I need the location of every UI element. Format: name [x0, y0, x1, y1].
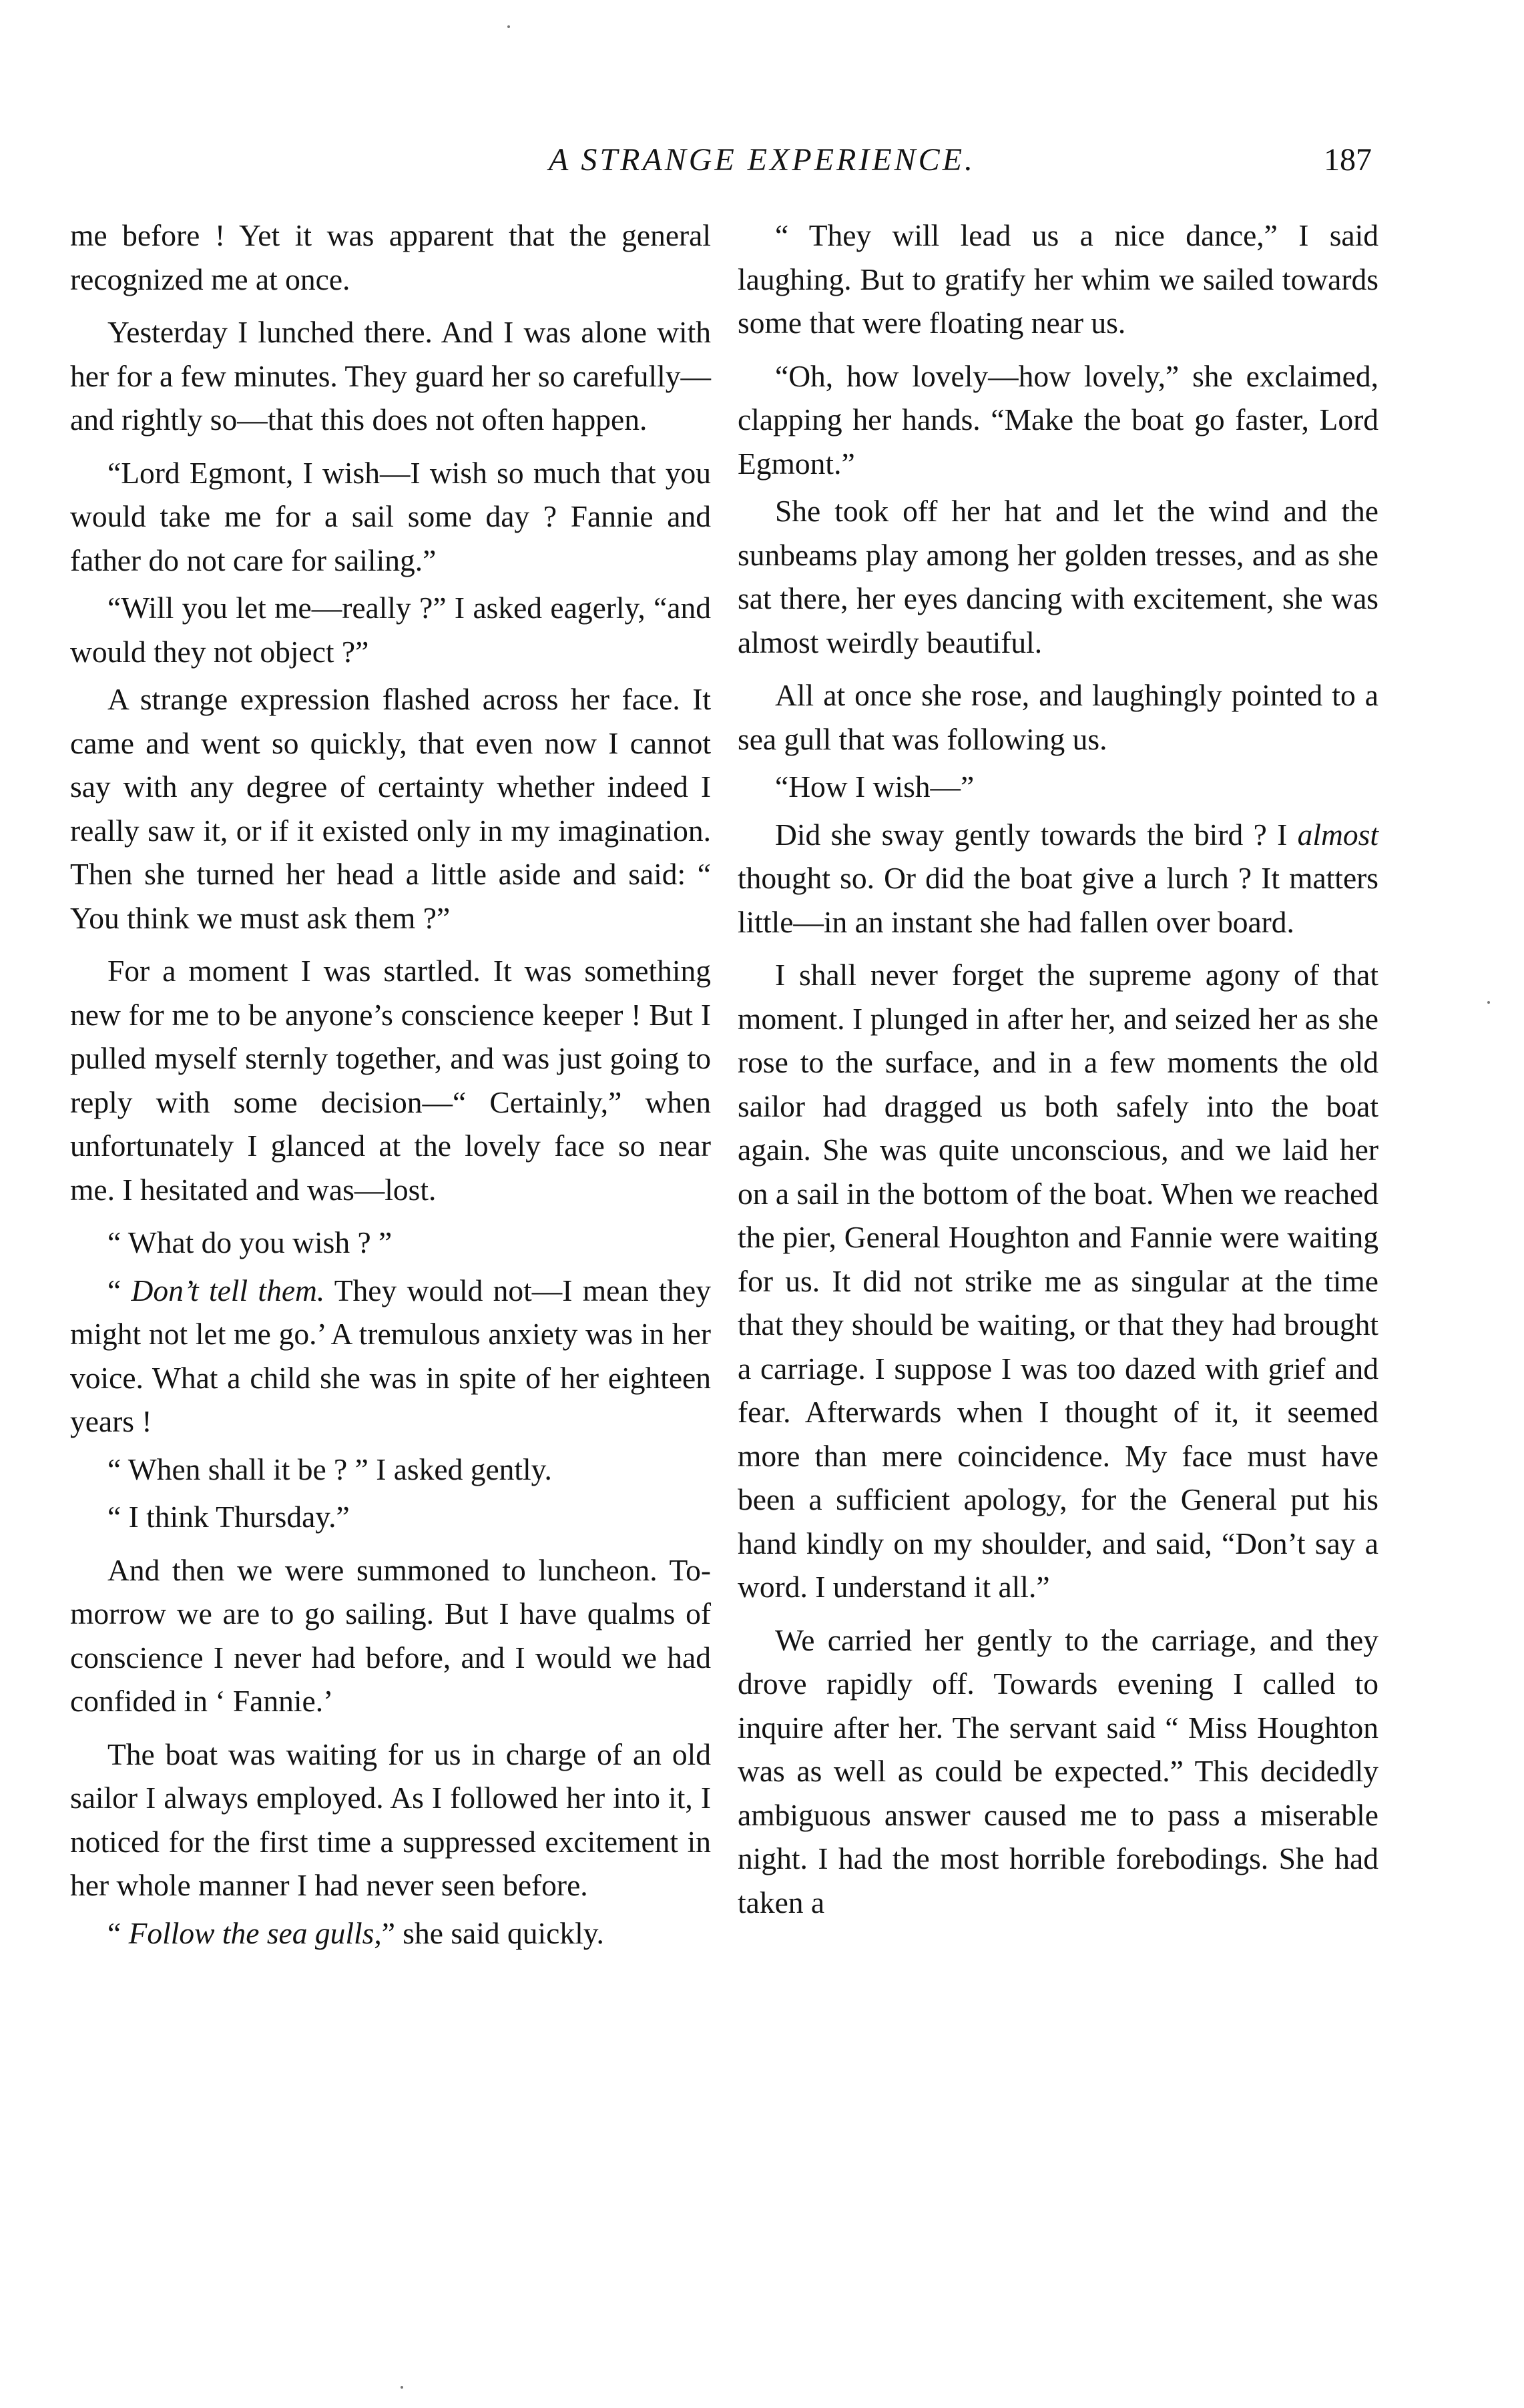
text-run: “ I think Thursday.” [107, 1500, 350, 1534]
text-run: “ [107, 1273, 132, 1307]
paragraph [738, 953, 1378, 1609]
italic-text: Don’t tell them. [131, 1273, 325, 1307]
text-run: thought so. Or did the boat give a lurch ? It matters little—in an instant she had fallen over board. [738, 861, 1378, 939]
text-run: For a moment I was startled. It was something new for me to be anyone’s conscience keeper ! But I pulled myself sternly together, and was just going to reply with some decision—“ Certainly,” when unfortunately I glanced at the lovely face so near me. I hesitated and was—lost. [70, 954, 711, 1207]
text-run: “ When shall it be ? ” I asked gently. [107, 1452, 552, 1486]
text-run: Did she sway gently towards the bird ? I [775, 817, 1298, 852]
paragraph [738, 673, 1378, 761]
italic-text: Follow the sea gulls, [128, 1915, 382, 1950]
text-run: “Oh, how lovely—how lovely,” she exclaimed, clapping her hands. “Make the boat go faster, Lord Egmont.” [738, 358, 1378, 481]
text-run: Yesterday I lunched there. And I was alone with her for a few minutes. They guard her so carefully—and rightly so—that this does not often happen. [70, 315, 711, 436]
text-run: “Lord Egmont, I wish—I wish so much that you would take me for a sail some day ? Fannie and father do not care for sailing.” [70, 455, 711, 577]
print-speck [1487, 1001, 1490, 1004]
paragraph [70, 1269, 711, 1444]
text-run: And then we were summoned to luncheon. To-morrow we are to go sailing. But I have qualms of conscience I never had before, and I would we had confided in ‘ Fannie.’ [70, 1552, 711, 1718]
text-run: The boat was waiting for us in charge of an old sailor I always employed. As I followed her into it, I noticed for the first time a suppressed excitement in her whole manner I had never seen before. [70, 1737, 711, 1902]
paragraph [738, 354, 1378, 486]
paragraph [70, 1495, 711, 1539]
print-speck [507, 25, 510, 28]
text-run: “Will you let me—really ?” I asked eagerly, “and would they not object ?” [70, 591, 711, 669]
paragraph [70, 310, 711, 442]
paragraph [70, 677, 711, 940]
paragraph [70, 1733, 711, 1907]
italic-text: almost [1297, 817, 1378, 852]
text-run: me before ! Yet it was apparent that the general recognized me at once. [70, 218, 711, 296]
text-run: ” she said quickly. [381, 1915, 604, 1950]
text-run: “ [107, 1915, 129, 1950]
text-run: We carried her gently to the carriage, and they drove rapidly off. Towards evening I called to inquire after her. The servant said “ Miss Houghton was as well as could be expected.” This decidedly ambiguous answer caused me to pass a miserable night. I had the most horrible forebodings. She had taken a [738, 1622, 1378, 1919]
paragraph [70, 949, 711, 1211]
paragraph [738, 1618, 1378, 1925]
paragraph [738, 489, 1378, 664]
paragraph [70, 1911, 711, 1955]
paragraph [70, 586, 711, 673]
paragraph [70, 1548, 711, 1723]
page-number: 187 [1324, 142, 1372, 178]
text-run: I shall never forget the supreme agony of that moment. I plunged in after her, and seized her as she rose to the surface, and in a few moments the old sailor had dragged us both safely into the boat again. She was quite unconscious, and we laid her on a sail in the bottom of the boat. When we reached the pier, General Houghton and Fannie were waiting for us. It did not strike me as singular at the time that they should be waiting, or that they had brought a carriage. I suppose I was too dazed with grief and fear. Afterwards when I thought of it, it seemed more than mere coincidence. My face must have been a sufficient apology, for the General put his hand kindly on my shoulder, and said, “Don’t say a word. I understand it all.” [738, 958, 1378, 1604]
text-run: “ They will lead us a nice dance,” I said laughing. But to gratify her whim we sailed towards some that were floating near us. [738, 218, 1378, 340]
paragraph [738, 813, 1378, 944]
print-speck [401, 2386, 403, 2389]
paragraph [70, 214, 711, 301]
paragraph [70, 1221, 711, 1265]
right-text-column [738, 214, 1378, 1928]
running-title: A STRANGE EXPERIENCE. [548, 142, 976, 178]
page-header [0, 137, 1524, 184]
left-text-column [70, 214, 711, 1959]
text-run: “How I wish—” [775, 770, 975, 804]
paragraph [738, 214, 1378, 345]
text-run: They would not—I mean they might not let me go.’ A tremulous anxiety was in her voice. What a child she was in spite of her eighteen years ! [70, 1273, 711, 1438]
paragraph [70, 1448, 711, 1492]
text-run: She took off her hat and let the wind and the sunbeams play among her golden tresses, and as she sat there, her eyes dancing with excitement, she was almost weirdly beautiful. [738, 494, 1378, 659]
text-run: All at once she rose, and laughingly pointed to a sea gull that was following us. [738, 678, 1378, 756]
text-run: A strange expression flashed across her face. It came and went so quickly, that even now I cannot say with any degree of certainty whether indeed I really saw it, or if it existed only in my imagination. Then she turned her head a little aside and said: “ You think we must ask them ?” [70, 682, 711, 935]
paragraph [70, 451, 711, 583]
paragraph [738, 765, 1378, 809]
text-run: “ What do you wish ? ” [107, 1225, 393, 1259]
